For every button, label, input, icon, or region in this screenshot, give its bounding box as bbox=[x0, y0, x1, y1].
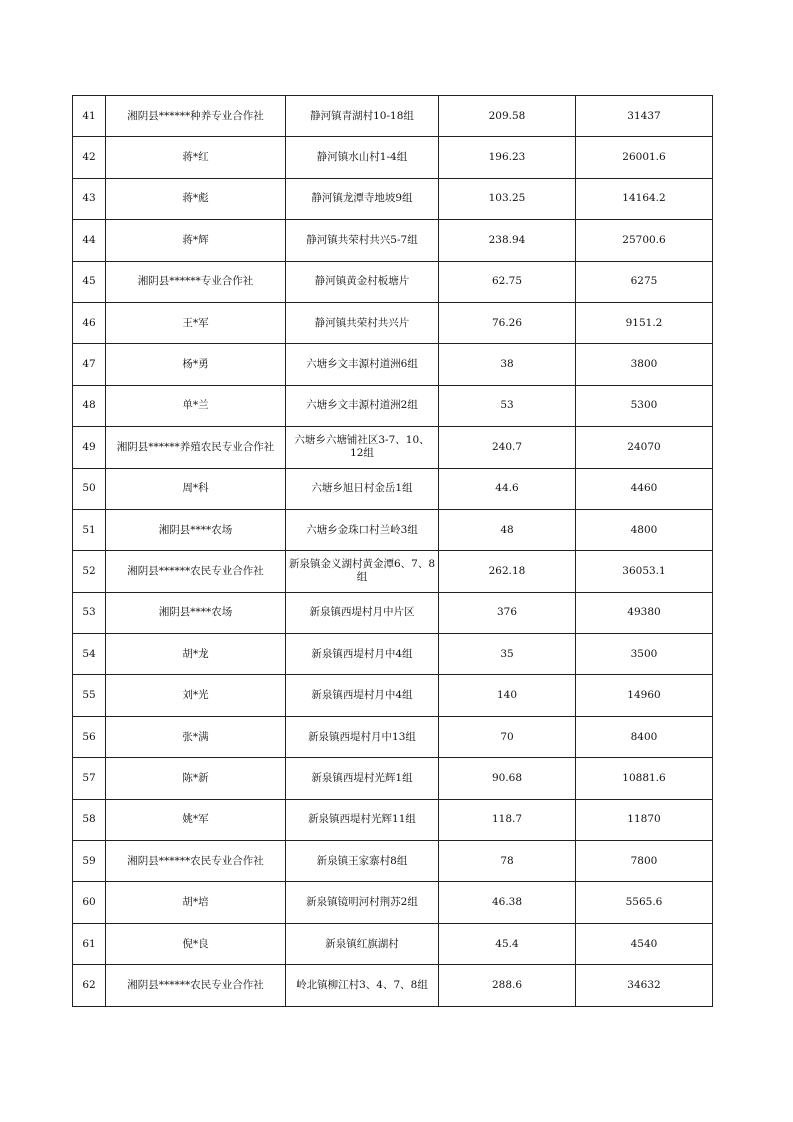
location-cell: 新泉镇红旗湖村 bbox=[286, 923, 439, 964]
area-cell: 76.26 bbox=[439, 302, 576, 343]
location-cell: 六塘乡六塘铺社区3-7、10、12组 bbox=[286, 427, 439, 468]
amount-cell: 5565.6 bbox=[576, 882, 713, 923]
row-number-cell: 60 bbox=[73, 882, 106, 923]
table-row bbox=[73, 509, 713, 550]
location-cell: 新泉镇西堤村光辉11组 bbox=[286, 799, 439, 840]
amount-cell: 3500 bbox=[576, 634, 713, 675]
amount-cell: 7800 bbox=[576, 841, 713, 882]
location-cell: 新泉镇西堤村月中片区 bbox=[286, 592, 439, 633]
area-cell: 288.6 bbox=[439, 965, 576, 1006]
row-number-cell: 56 bbox=[73, 716, 106, 757]
grower-name-cell: 湘阴县******农民专业合作社 bbox=[106, 841, 286, 882]
row-number-cell: 47 bbox=[73, 344, 106, 385]
area-cell: 78 bbox=[439, 841, 576, 882]
row-number-cell: 42 bbox=[73, 137, 106, 178]
grower-name-cell: 蒋*彪 bbox=[106, 178, 286, 219]
location-cell: 静河镇青湖村10-18组 bbox=[286, 96, 439, 137]
row-number-cell: 51 bbox=[73, 509, 106, 550]
row-number-cell: 59 bbox=[73, 841, 106, 882]
amount-cell: 26001.6 bbox=[576, 137, 713, 178]
area-cell: 240.7 bbox=[439, 427, 576, 468]
table-row bbox=[73, 261, 713, 302]
subsidy-table bbox=[72, 95, 713, 1007]
area-cell: 38 bbox=[439, 344, 576, 385]
table-row bbox=[73, 551, 713, 592]
area-cell: 70 bbox=[439, 716, 576, 757]
area-cell: 238.94 bbox=[439, 220, 576, 261]
grower-name-cell: 湘阴县******专业合作社 bbox=[106, 261, 286, 302]
table-body bbox=[73, 96, 713, 1007]
table-row bbox=[73, 758, 713, 799]
location-cell: 静河镇黄金村板塘片 bbox=[286, 261, 439, 302]
table-row bbox=[73, 302, 713, 343]
table-row bbox=[73, 385, 713, 426]
area-cell: 262.18 bbox=[439, 551, 576, 592]
row-number-cell: 61 bbox=[73, 923, 106, 964]
amount-cell: 6275 bbox=[576, 261, 713, 302]
grower-name-cell: 湘阴县****农场 bbox=[106, 592, 286, 633]
area-cell: 103.25 bbox=[439, 178, 576, 219]
area-cell: 45.4 bbox=[439, 923, 576, 964]
location-cell: 六塘乡旭日村金岳1组 bbox=[286, 468, 439, 509]
amount-cell: 14960 bbox=[576, 675, 713, 716]
location-cell: 新泉镇西堤村光辉1组 bbox=[286, 758, 439, 799]
row-number-cell: 43 bbox=[73, 178, 106, 219]
table-row bbox=[73, 841, 713, 882]
amount-cell: 24070 bbox=[576, 427, 713, 468]
grower-name-cell: 刘*光 bbox=[106, 675, 286, 716]
grower-name-cell: 湘阴县******农民专业合作社 bbox=[106, 551, 286, 592]
row-number-cell: 50 bbox=[73, 468, 106, 509]
area-cell: 196.23 bbox=[439, 137, 576, 178]
table-row bbox=[73, 178, 713, 219]
grower-name-cell: 湘阴县******养殖农民专业合作社 bbox=[106, 427, 286, 468]
amount-cell: 11870 bbox=[576, 799, 713, 840]
area-cell: 118.7 bbox=[439, 799, 576, 840]
row-number-cell: 41 bbox=[73, 96, 106, 137]
grower-name-cell: 姚*军 bbox=[106, 799, 286, 840]
row-number-cell: 53 bbox=[73, 592, 106, 633]
row-number-cell: 55 bbox=[73, 675, 106, 716]
amount-cell: 10881.6 bbox=[576, 758, 713, 799]
area-cell: 62.75 bbox=[439, 261, 576, 302]
amount-cell: 4800 bbox=[576, 509, 713, 550]
row-number-cell: 57 bbox=[73, 758, 106, 799]
location-cell: 新泉镇镜明河村荆苏2组 bbox=[286, 882, 439, 923]
grower-name-cell: 胡*龙 bbox=[106, 634, 286, 675]
row-number-cell: 44 bbox=[73, 220, 106, 261]
row-number-cell: 49 bbox=[73, 427, 106, 468]
grower-name-cell: 湘阴县******种养专业合作社 bbox=[106, 96, 286, 137]
amount-cell: 4460 bbox=[576, 468, 713, 509]
location-cell: 静河镇共荣村共兴5-7组 bbox=[286, 220, 439, 261]
grower-name-cell: 王*军 bbox=[106, 302, 286, 343]
area-cell: 48 bbox=[439, 509, 576, 550]
amount-cell: 25700.6 bbox=[576, 220, 713, 261]
area-cell: 209.58 bbox=[439, 96, 576, 137]
location-cell: 静河镇共荣村共兴片 bbox=[286, 302, 439, 343]
area-cell: 35 bbox=[439, 634, 576, 675]
amount-cell: 3800 bbox=[576, 344, 713, 385]
row-number-cell: 45 bbox=[73, 261, 106, 302]
amount-cell: 36053.1 bbox=[576, 551, 713, 592]
table-row bbox=[73, 675, 713, 716]
grower-name-cell: 杨*勇 bbox=[106, 344, 286, 385]
grower-name-cell: 倪*良 bbox=[106, 923, 286, 964]
grower-name-cell: 单*兰 bbox=[106, 385, 286, 426]
location-cell: 静河镇水山村1-4组 bbox=[286, 137, 439, 178]
location-cell: 新泉镇金义湖村黄金潭6、7、8组 bbox=[286, 551, 439, 592]
location-cell: 新泉镇西堤村月中13组 bbox=[286, 716, 439, 757]
location-cell: 新泉镇西堤村月中4组 bbox=[286, 675, 439, 716]
grower-name-cell: 周*科 bbox=[106, 468, 286, 509]
grower-name-cell: 蒋*红 bbox=[106, 137, 286, 178]
row-number-cell: 52 bbox=[73, 551, 106, 592]
area-cell: 140 bbox=[439, 675, 576, 716]
row-number-cell: 58 bbox=[73, 799, 106, 840]
table-row bbox=[73, 344, 713, 385]
table-row bbox=[73, 965, 713, 1006]
table-row bbox=[73, 923, 713, 964]
table-row bbox=[73, 96, 713, 137]
table-row bbox=[73, 220, 713, 261]
location-cell: 六塘乡金珠口村兰岭3组 bbox=[286, 509, 439, 550]
grower-name-cell: 胡*培 bbox=[106, 882, 286, 923]
location-cell: 静河镇龙潭寺地坡9组 bbox=[286, 178, 439, 219]
table-row bbox=[73, 882, 713, 923]
amount-cell: 34632 bbox=[576, 965, 713, 1006]
amount-cell: 8400 bbox=[576, 716, 713, 757]
grower-name-cell: 张*满 bbox=[106, 716, 286, 757]
area-cell: 53 bbox=[439, 385, 576, 426]
row-number-cell: 54 bbox=[73, 634, 106, 675]
grower-name-cell: 蒋*辉 bbox=[106, 220, 286, 261]
row-number-cell: 62 bbox=[73, 965, 106, 1006]
location-cell: 岭北镇柳江村3、4、7、8组 bbox=[286, 965, 439, 1006]
table-row bbox=[73, 137, 713, 178]
location-cell: 六塘乡文丰源村道洲2组 bbox=[286, 385, 439, 426]
amount-cell: 14164.2 bbox=[576, 178, 713, 219]
area-cell: 376 bbox=[439, 592, 576, 633]
row-number-cell: 48 bbox=[73, 385, 106, 426]
location-cell: 新泉镇西堤村月中4组 bbox=[286, 634, 439, 675]
table-row bbox=[73, 716, 713, 757]
grower-name-cell: 陈*新 bbox=[106, 758, 286, 799]
table-row bbox=[73, 799, 713, 840]
table-row bbox=[73, 592, 713, 633]
table-row bbox=[73, 427, 713, 468]
area-cell: 90.68 bbox=[439, 758, 576, 799]
amount-cell: 49380 bbox=[576, 592, 713, 633]
amount-cell: 5300 bbox=[576, 385, 713, 426]
amount-cell: 9151.2 bbox=[576, 302, 713, 343]
area-cell: 46.38 bbox=[439, 882, 576, 923]
grower-name-cell: 湘阴县****农场 bbox=[106, 509, 286, 550]
area-cell: 44.6 bbox=[439, 468, 576, 509]
table-row bbox=[73, 468, 713, 509]
location-cell: 新泉镇王家寨村8组 bbox=[286, 841, 439, 882]
table-row bbox=[73, 634, 713, 675]
amount-cell: 31437 bbox=[576, 96, 713, 137]
row-number-cell: 46 bbox=[73, 302, 106, 343]
location-cell: 六塘乡文丰源村道洲6组 bbox=[286, 344, 439, 385]
grower-name-cell: 湘阴县******农民专业合作社 bbox=[106, 965, 286, 1006]
amount-cell: 4540 bbox=[576, 923, 713, 964]
